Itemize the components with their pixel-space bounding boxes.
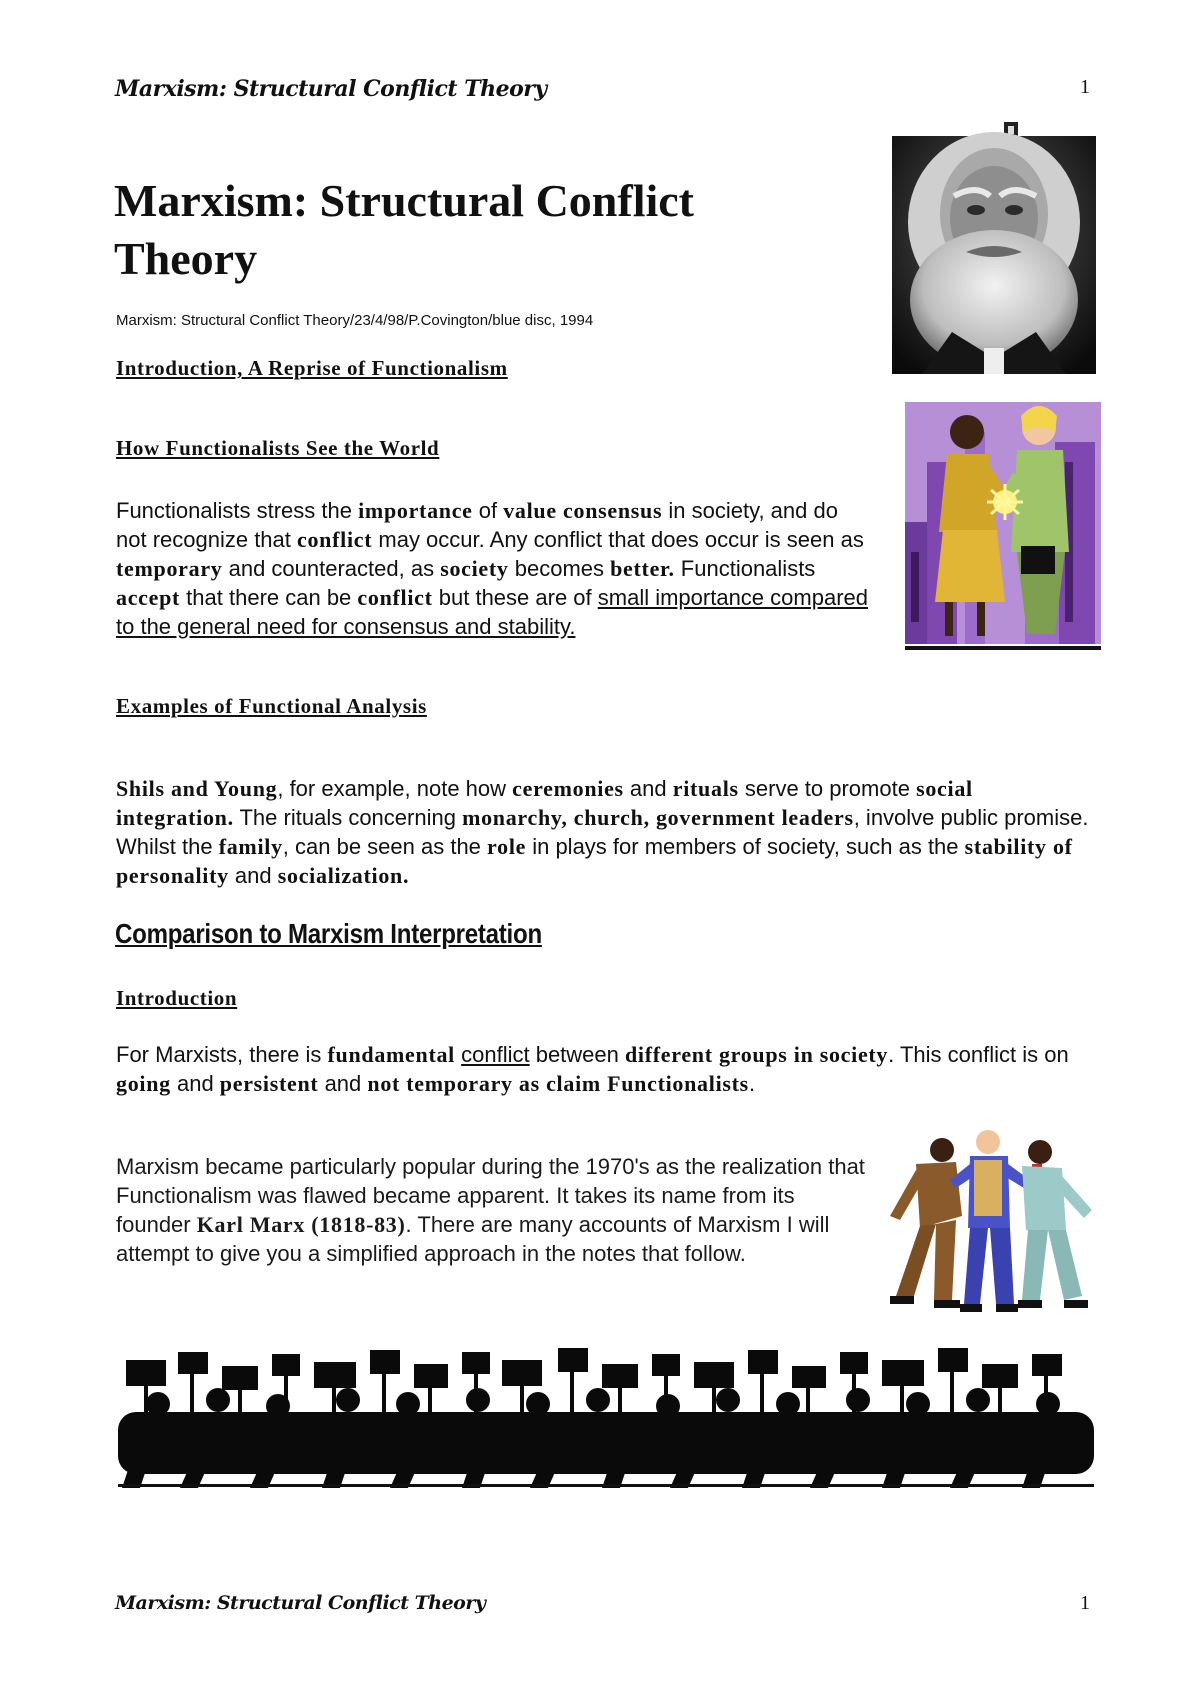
- examples-heading: Examples of Functional Analysis: [116, 694, 427, 718]
- protest-march-silhouette: [118, 1342, 1094, 1492]
- handshake-clipart: [905, 402, 1101, 652]
- meta-line: Marxism: Structural Conflict Theory/23/4/98/P.Covington/blue disc, 1994: [116, 312, 594, 329]
- march-underline: [118, 1484, 1094, 1487]
- comparison-heading: Comparison to Marxism Interpretation: [115, 918, 542, 949]
- marxists-paragraph: For Marxists, there is fundamental conflict between different groups in society. This conflict is on going and persistent and not temporary as claim Functionalists.: [116, 1042, 1069, 1096]
- header-page-number: 1: [1080, 76, 1090, 98]
- portrait-image: [892, 122, 1096, 374]
- examples-paragraph: Shils and Young, for example, note how ceremonies and rituals serve to promote social integration. The rituals concerning monarchy, church, government leaders, involve public promise. Whilst the family, can be seen as the role in plays for members of society, such as the stability of personality and socialization.: [116, 776, 1089, 888]
- march-image: [118, 1342, 1094, 1492]
- intro-heading: Introduction, A Reprise of Functionalism: [116, 356, 508, 380]
- running-header-title: Marxism: Structural Conflict Theory: [115, 76, 547, 102]
- three-men-arguing-clipart: [870, 1120, 1098, 1320]
- running-footer-title: Marxism: Structural Conflict Theory: [115, 1592, 486, 1614]
- functionalists-paragraph: Functionalists stress the importance of value consensus in society, and do not recognize that conflict may occur. Any conflict that does occur is seen as temporary and counteracted, as society becomes better. Functionalists accept that there can be conflict but these are of small importance compared to the general need for consensus and stability.: [116, 498, 868, 639]
- marxism-popularity-paragraph: Marxism became particularly popular during the 1970's as the realization that Functionalism was flawed became apparent. It takes its name from its founder Karl Marx (1818-83). There are many accounts of Marxism I will attempt to give you a simplified approach in the notes that follow.: [116, 1154, 865, 1266]
- handshake-image: [905, 402, 1101, 652]
- how-functionalists-heading: How Functionalists See the World: [116, 436, 440, 460]
- karl-marx-portrait: [892, 122, 1096, 374]
- introduction-heading: Introduction: [116, 986, 238, 1010]
- footer-page-number: 1: [1080, 1592, 1090, 1614]
- page-title: Marxism: Structural Conflict Theory: [114, 175, 694, 284]
- argument-image: [870, 1120, 1098, 1320]
